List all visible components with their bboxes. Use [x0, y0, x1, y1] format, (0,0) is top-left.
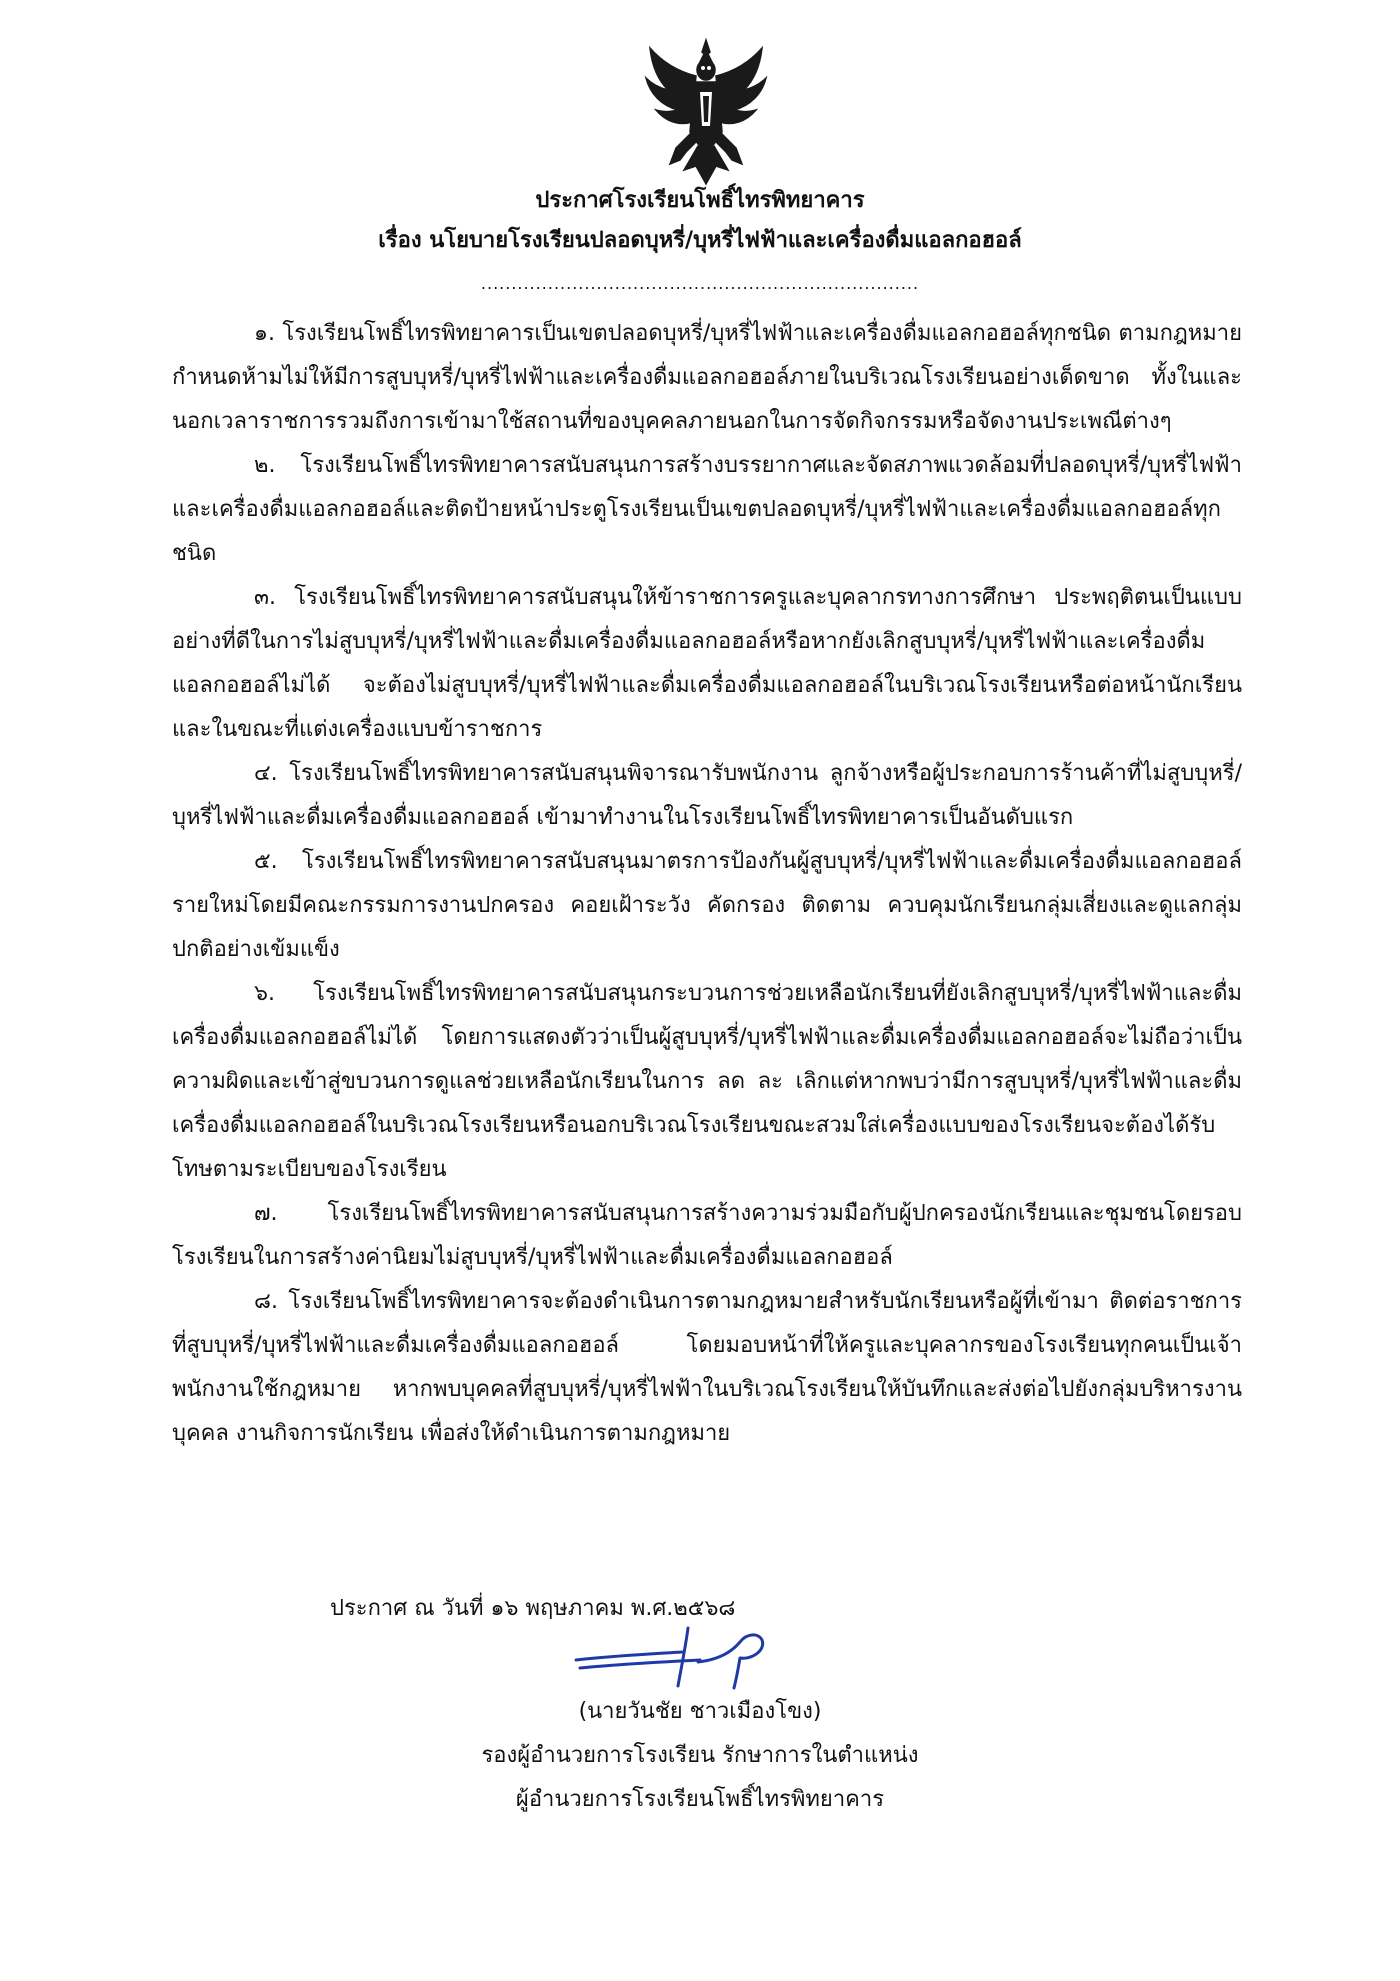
policy-item-6: ๖. โรงเรียนโพธิ์ไทรพิทยาคารสนับสนุนกระบวนการช่วยเหลือนักเรียนที่ยังเลิกสูบบุหรี่/บุหรี่ไฟฟ้าและดื่มเครื่องดื่มแอลกอฮอล์ไม่ได้ โดยการแสดงตัวว่าเป็นผู้สูบบุหรี่/บุหรี่ไฟฟ้าและดื่มเครื่องดื่มแอลกอฮอล์จะไม่ถือว่าเป็นความผิดและเข้าสู่ขบวนการดูแลช่วยเหลือนักเรียนในการ ลด ละ เลิกแต่หากพบว่ามีการสูบบุหรี่/บุหรี่ไฟฟ้าและดื่มเครื่องดื่มแอลกอฮอล์ในบริเวณโรงเรียนหรือนอกบริเวณโรงเรียนขณะสวมใส่เครื่องแบบของโรงเรียนจะต้องได้รับโทษตามระเบียบของโรงเรียน	[172, 981, 1242, 1182]
policy-item-1: ๑. โรงเรียนโพธิ์ไทรพิทยาคารเป็นเขตปลอดบุหรี่/บุหรี่ไฟฟ้าและเครื่องดื่มแอลกอฮอล์ทุกชนิด ตามกฎหมายกำหนดห้ามไม่ให้มีการสูบบุหรี่/บุหรี่ไฟฟ้าและเครื่องดื่มแอลกอฮอล์ภายในบริเวณโรงเรียนอย่างเด็ดขาด ทั้งในและนอกเวลาราชการรวมถึงการเข้ามาใช้สถานที่ของบุคคลภายนอกในการจัดกิจกรรมหรือจัดงานประเพณีต่างๆ	[172, 321, 1242, 434]
signature-block	[400, 1690, 1000, 1822]
policy-item-4: ๔. โรงเรียนโพธิ์ไทรพิทยาคารสนับสนุนพิจารณารับพนักงาน ลูกจ้างหรือผู้ประกอบการร้านค้าที่ไม่สูบบุหรี่/บุหรี่ไฟฟ้าและดื่มเครื่องดื่มแอลกอฮอล์ เข้ามาทำงานในโรงเรียนโพธิ์ไทรพิทยาคารเป็นอันดับแรก	[172, 761, 1242, 830]
handwritten-signature	[570, 1614, 810, 1694]
separator-dots: ........................................................................	[480, 274, 920, 293]
signer-name: (นายวันชัย ชาวเมืองโขง)	[578, 1699, 822, 1724]
policy-item-2: ๒. โรงเรียนโพธิ์ไทรพิทยาคารสนับสนุนการสร้างบรรยากาศและจัดสภาพแวดล้อมที่ปลอดบุหรี่/บุหรี่ไฟฟ้าและเครื่องดื่มแอลกอฮอล์และติดป้ายหน้าประตูโรงเรียนเป็นเขตปลอดบุหรี่/บุหรี่ไฟฟ้าและเครื่องดื่มแอลกอฮอล์ทุกชนิด	[172, 453, 1242, 566]
policy-item-5: ๕. โรงเรียนโพธิ์ไทรพิทยาคารสนับสนุนมาตรการป้องกันผู้สูบบุหรี่/บุหรี่ไฟฟ้าและดื่มเครื่องดื่มแอลกอฮอล์รายใหม่โดยมีคณะกรรมการงานปกครอง คอยเฝ้าระวัง คัดกรอง ติดตาม ควบคุมนักเรียนกลุ่มเสี่ยงและดูแลกลุ่มปกติอย่างเข้มแข็ง	[172, 849, 1242, 962]
announcement-date: ประกาศ ณ วันที่ ๑๖ พฤษภาคม พ.ศ.๒๕๖๘	[330, 1596, 736, 1621]
signer-position-line1: รองผู้อำนวยการโรงเรียน รักษาการในตำแหน่ง	[481, 1743, 919, 1768]
policy-item-8: ๘. โรงเรียนโพธิ์ไทรพิทยาคารจะต้องดำเนินการตามกฎหมายสำหรับนักเรียนหรือผู้ที่เข้ามา ติดต่อราชการ ที่สูบบุหรี่/บุหรี่ไฟฟ้าและดื่มเครื่องดื่มแอลกอฮอล์ โดยมอบหน้าที่ให้ครูและบุคลากรของโรงเรียนทุกคนเป็นเจ้าพนักงานใช้กฎหมาย หากพบบุคคลที่สูบบุหรี่/บุหรี่ไฟฟ้าในบริเวณโรงเรียนให้บันทึกและส่งต่อไปยังกลุ่มบริหารงานบุคคล งานกิจการนักเรียน เพื่อส่งให้ดำเนินการตามกฎหมาย	[172, 1289, 1242, 1446]
policy-item-3: ๓. โรงเรียนโพธิ์ไทรพิทยาคารสนับสนุนให้ข้าราชการครูและบุคลากรทางการศึกษา ประพฤติตนเป็นแบบอย่างที่ดีในการไม่สูบบุหรี่/บุหรี่ไฟฟ้าและดื่มเครื่องดื่มแอลกอฮอล์หรือหากยังเลิกสูบบุหรี่/บุหรี่ไฟฟ้าและเครื่องดื่มแอลกอฮอล์ไม่ได้ จะต้องไม่สูบบุหรี่/บุหรี่ไฟฟ้าและดื่มเครื่องดื่มแอลกอฮอล์ในบริเวณโรงเรียนหรือต่อหน้านักเรียนและในขณะที่แต่งเครื่องแบบข้าราชการ	[172, 585, 1242, 742]
announcement-title: ประกาศโรงเรียนโพธิ์ไทรพิทยาคาร	[535, 188, 865, 213]
garuda-emblem-icon	[640, 36, 772, 188]
policy-list	[172, 312, 1242, 1456]
policy-item-7: ๗. โรงเรียนโพธิ์ไทรพิทยาคารสนับสนุนการสร้างความร่วมมือกับผู้ปกครองนักเรียนและชุมชนโดยรอบโรงเรียนในการสร้างค่านิยมไม่สูบบุหรี่/บุหรี่ไฟฟ้าและดื่มเครื่องดื่มแอลกอฮอล์	[172, 1201, 1242, 1270]
announcement-subject: เรื่อง นโยบายโรงเรียนปลอดบุหรี่/บุหรี่ไฟฟ้าและเครื่องดื่มแอลกอฮอล์	[378, 228, 1022, 253]
signer-position-line2: ผู้อำนวยการโรงเรียนโพธิ์ไทรพิทยาคาร	[515, 1787, 885, 1812]
